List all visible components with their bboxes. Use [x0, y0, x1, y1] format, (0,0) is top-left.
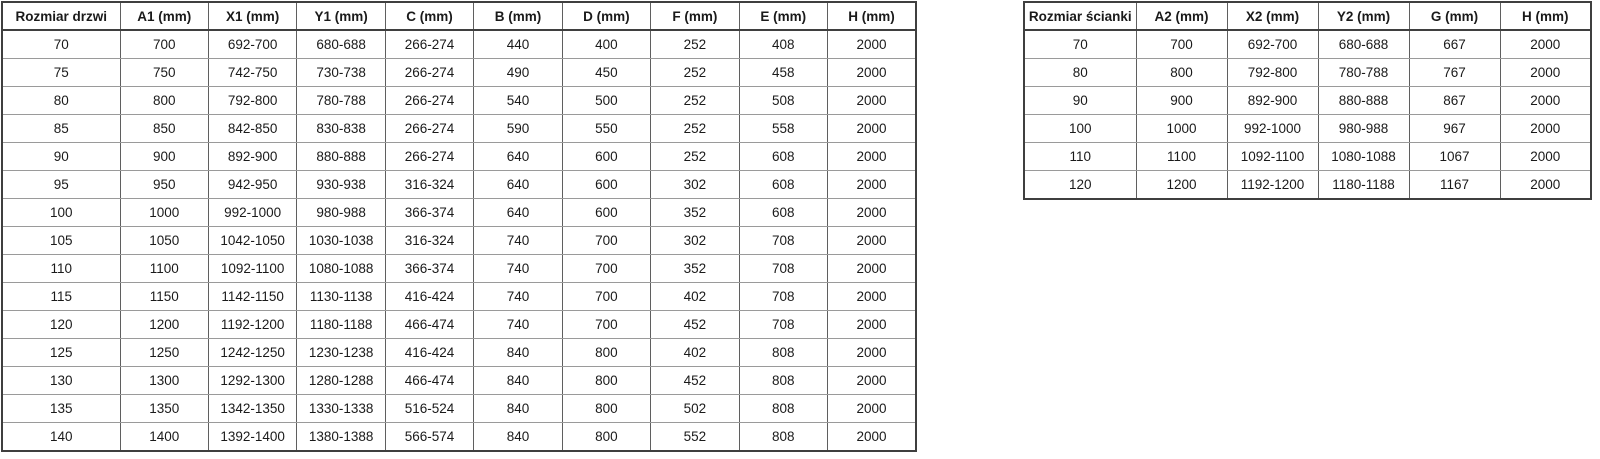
table-cell: 366-374 [385, 255, 473, 283]
table-cell: 708 [739, 227, 827, 255]
table-cell: 1080-1088 [1318, 143, 1409, 171]
table-cell: 2000 [828, 255, 917, 283]
column-header: H (mm) [1500, 2, 1591, 30]
table-cell: 130 [2, 367, 120, 395]
table-cell: 1280-1288 [297, 367, 385, 395]
table-row [2, 87, 916, 115]
table-cell: 1080-1088 [297, 255, 385, 283]
table-cell: 740 [474, 311, 562, 339]
table-cell: 2000 [828, 283, 917, 311]
table-row [1024, 143, 1591, 171]
table-cell: 402 [651, 339, 739, 367]
table-cell: 1192-1200 [208, 311, 296, 339]
table-cell: 980-988 [297, 199, 385, 227]
table-cell: 900 [120, 143, 208, 171]
table-cell: 850 [120, 115, 208, 143]
column-header: G (mm) [1409, 2, 1500, 30]
table-row [2, 199, 916, 227]
table-cell: 266-274 [385, 143, 473, 171]
column-header: C (mm) [385, 2, 473, 30]
table-cell: 1167 [1409, 171, 1500, 200]
table-cell: 100 [2, 199, 120, 227]
table-cell: 808 [739, 367, 827, 395]
table-cell: 502 [651, 395, 739, 423]
table-cell: 1392-1400 [208, 423, 296, 452]
table-cell: 1380-1388 [297, 423, 385, 452]
table-cell: 700 [1136, 30, 1227, 59]
table-cell: 120 [1024, 171, 1136, 200]
table-cell: 742-750 [208, 59, 296, 87]
table-cell: 266-274 [385, 115, 473, 143]
table-cell: 590 [474, 115, 562, 143]
table-row [2, 227, 916, 255]
table-cell: 450 [562, 59, 650, 87]
table-cell: 1067 [1409, 143, 1500, 171]
table-cell: 2000 [828, 339, 917, 367]
table-cell: 416-424 [385, 283, 473, 311]
column-header: B (mm) [474, 2, 562, 30]
table-cell: 1050 [120, 227, 208, 255]
table-cell: 830-838 [297, 115, 385, 143]
table-cell: 2000 [1500, 87, 1591, 115]
table-cell: 840 [474, 339, 562, 367]
table-cell: 266-274 [385, 59, 473, 87]
table-cell: 95 [2, 171, 120, 199]
column-header: Rozmiar drzwi [2, 2, 120, 30]
table-cell: 730-738 [297, 59, 385, 87]
table-cell: 808 [739, 339, 827, 367]
column-header: A2 (mm) [1136, 2, 1227, 30]
table-cell: 900 [1136, 87, 1227, 115]
table-cell: 440 [474, 30, 562, 59]
table-row [2, 171, 916, 199]
table-cell: 780-788 [1318, 59, 1409, 87]
table-cell: 842-850 [208, 115, 296, 143]
table-cell: 105 [2, 227, 120, 255]
table-row [2, 423, 916, 452]
table-cell: 700 [120, 30, 208, 59]
table-cell: 1180-1188 [1318, 171, 1409, 200]
table-cell: 992-1000 [1227, 115, 1318, 143]
table-cell: 1092-1100 [1227, 143, 1318, 171]
table-cell: 700 [562, 311, 650, 339]
table-row [2, 30, 916, 59]
table-cell: 1180-1188 [297, 311, 385, 339]
table-cell: 2000 [828, 30, 917, 59]
table-cell: 1292-1300 [208, 367, 296, 395]
table-cell: 75 [2, 59, 120, 87]
table-cell: 2000 [1500, 30, 1591, 59]
table-cell: 708 [739, 283, 827, 311]
table-cell: 1030-1038 [297, 227, 385, 255]
column-header: H (mm) [828, 2, 917, 30]
table-cell: 408 [739, 30, 827, 59]
table-cell: 1000 [1136, 115, 1227, 143]
table-cell: 680-688 [297, 30, 385, 59]
header-row [2, 2, 916, 30]
table-cell: 252 [651, 87, 739, 115]
table-cell: 125 [2, 339, 120, 367]
table-cell: 640 [474, 171, 562, 199]
table-cell: 516-524 [385, 395, 473, 423]
table-cell: 1242-1250 [208, 339, 296, 367]
table-cell: 800 [562, 423, 650, 452]
table-row [2, 311, 916, 339]
table-row [1024, 30, 1591, 59]
table-cell: 840 [474, 395, 562, 423]
table-row [2, 59, 916, 87]
table-cell: 110 [1024, 143, 1136, 171]
table-cell: 692-700 [208, 30, 296, 59]
table-cell: 2000 [828, 115, 917, 143]
table-cell: 930-938 [297, 171, 385, 199]
table-row [2, 115, 916, 143]
table-cell: 1100 [120, 255, 208, 283]
table-cell: 552 [651, 423, 739, 452]
table-cell: 550 [562, 115, 650, 143]
table-cell: 252 [651, 143, 739, 171]
table-cell: 1200 [1136, 171, 1227, 200]
table-cell: 1250 [120, 339, 208, 367]
column-header: F (mm) [651, 2, 739, 30]
table-cell: 266-274 [385, 87, 473, 115]
table-cell: 600 [562, 171, 650, 199]
table-cell: 2000 [828, 395, 917, 423]
table-cell: 608 [739, 171, 827, 199]
table-cell: 490 [474, 59, 562, 87]
table-cell: 2000 [1500, 59, 1591, 87]
table-cell: 1300 [120, 367, 208, 395]
table-cell: 808 [739, 423, 827, 452]
table-cell: 740 [474, 283, 562, 311]
table-cell: 980-988 [1318, 115, 1409, 143]
table-cell: 2000 [828, 59, 917, 87]
table-cell: 700 [562, 227, 650, 255]
table-cell: 800 [562, 339, 650, 367]
column-header: Y1 (mm) [297, 2, 385, 30]
table-cell: 566-574 [385, 423, 473, 452]
table-cell: 740 [474, 227, 562, 255]
table-row [1024, 59, 1591, 87]
column-header: X2 (mm) [1227, 2, 1318, 30]
table-cell: 1130-1138 [297, 283, 385, 311]
column-header: A1 (mm) [120, 2, 208, 30]
table-cell: 840 [474, 367, 562, 395]
table-cell: 992-1000 [208, 199, 296, 227]
table-cell: 867 [1409, 87, 1500, 115]
table-cell: 70 [1024, 30, 1136, 59]
table-cell: 600 [562, 143, 650, 171]
table-cell: 115 [2, 283, 120, 311]
table-cell: 840 [474, 423, 562, 452]
table-cell: 608 [739, 143, 827, 171]
table-cell: 780-788 [297, 87, 385, 115]
table-row [1024, 115, 1591, 143]
table-cell: 458 [739, 59, 827, 87]
table-cell: 640 [474, 143, 562, 171]
table-cell: 2000 [828, 423, 917, 452]
table-cell: 1230-1238 [297, 339, 385, 367]
table-cell: 800 [1136, 59, 1227, 87]
table-cell: 667 [1409, 30, 1500, 59]
table-cell: 540 [474, 87, 562, 115]
table-cell: 792-800 [1227, 59, 1318, 87]
column-header: D (mm) [562, 2, 650, 30]
table-cell: 252 [651, 30, 739, 59]
table-cell: 252 [651, 59, 739, 87]
table-cell: 1100 [1136, 143, 1227, 171]
table-cell: 1142-1150 [208, 283, 296, 311]
table-cell: 892-900 [208, 143, 296, 171]
table-cell: 808 [739, 395, 827, 423]
table-cell: 500 [562, 87, 650, 115]
table-cell: 2000 [828, 143, 917, 171]
table-cell: 316-324 [385, 171, 473, 199]
table-cell: 2000 [828, 171, 917, 199]
column-header: X1 (mm) [208, 2, 296, 30]
table-cell: 120 [2, 311, 120, 339]
table-cell: 2000 [828, 87, 917, 115]
column-header: Y2 (mm) [1318, 2, 1409, 30]
table-row [2, 255, 916, 283]
table-cell: 1092-1100 [208, 255, 296, 283]
table-cell: 266-274 [385, 30, 473, 59]
table-cell: 100 [1024, 115, 1136, 143]
table-cell: 1400 [120, 423, 208, 452]
table-cell: 640 [474, 199, 562, 227]
table-cell: 1330-1338 [297, 395, 385, 423]
table-cell: 366-374 [385, 199, 473, 227]
table-cell: 680-688 [1318, 30, 1409, 59]
table-cell: 558 [739, 115, 827, 143]
table-cell: 942-950 [208, 171, 296, 199]
table-cell: 700 [562, 255, 650, 283]
table-cell: 792-800 [208, 87, 296, 115]
table-cell: 950 [120, 171, 208, 199]
table-cell: 740 [474, 255, 562, 283]
table-cell: 967 [1409, 115, 1500, 143]
table-cell: 90 [2, 143, 120, 171]
table-cell: 70 [2, 30, 120, 59]
table-cell: 80 [2, 87, 120, 115]
table-cell: 767 [1409, 59, 1500, 87]
wall-size-table [1023, 1, 1592, 200]
table-cell: 466-474 [385, 311, 473, 339]
table-row [2, 395, 916, 423]
table-cell: 708 [739, 255, 827, 283]
table-cell: 608 [739, 199, 827, 227]
table-cell: 600 [562, 199, 650, 227]
table-cell: 1000 [120, 199, 208, 227]
table-cell: 892-900 [1227, 87, 1318, 115]
table-cell: 700 [562, 283, 650, 311]
table-cell: 1150 [120, 283, 208, 311]
table-row [2, 283, 916, 311]
table-row [1024, 87, 1591, 115]
table-cell: 400 [562, 30, 650, 59]
table-cell: 1200 [120, 311, 208, 339]
table-cell: 135 [2, 395, 120, 423]
table-cell: 352 [651, 255, 739, 283]
table-cell: 2000 [1500, 171, 1591, 200]
table-cell: 316-324 [385, 227, 473, 255]
table-cell: 80 [1024, 59, 1136, 87]
table-cell: 800 [562, 367, 650, 395]
table-cell: 110 [2, 255, 120, 283]
table-cell: 352 [651, 199, 739, 227]
table-cell: 402 [651, 283, 739, 311]
table-row [2, 143, 916, 171]
table-cell: 252 [651, 115, 739, 143]
table-cell: 880-888 [1318, 87, 1409, 115]
table-cell: 140 [2, 423, 120, 452]
table-cell: 880-888 [297, 143, 385, 171]
table-cell: 416-424 [385, 339, 473, 367]
table-cell: 692-700 [1227, 30, 1318, 59]
table-cell: 2000 [828, 367, 917, 395]
table-cell: 508 [739, 87, 827, 115]
column-header: Rozmiar ścianki [1024, 2, 1136, 30]
table-cell: 2000 [1500, 115, 1591, 143]
table-cell: 750 [120, 59, 208, 87]
door-size-table [1, 1, 917, 452]
table-cell: 302 [651, 227, 739, 255]
header-row [1024, 2, 1591, 30]
table-cell: 1192-1200 [1227, 171, 1318, 200]
table-row [2, 339, 916, 367]
table-cell: 1342-1350 [208, 395, 296, 423]
table-cell: 2000 [828, 311, 917, 339]
table-cell: 1350 [120, 395, 208, 423]
table-cell: 90 [1024, 87, 1136, 115]
table-row [1024, 171, 1591, 200]
table-cell: 302 [651, 171, 739, 199]
table-cell: 452 [651, 311, 739, 339]
table-cell: 85 [2, 115, 120, 143]
table-cell: 800 [562, 395, 650, 423]
table-cell: 708 [739, 311, 827, 339]
table-cell: 800 [120, 87, 208, 115]
table-cell: 2000 [1500, 143, 1591, 171]
table-cell: 1042-1050 [208, 227, 296, 255]
table-cell: 452 [651, 367, 739, 395]
table-cell: 466-474 [385, 367, 473, 395]
table-cell: 2000 [828, 227, 917, 255]
table-row [2, 367, 916, 395]
table-cell: 2000 [828, 199, 917, 227]
column-header: E (mm) [739, 2, 827, 30]
